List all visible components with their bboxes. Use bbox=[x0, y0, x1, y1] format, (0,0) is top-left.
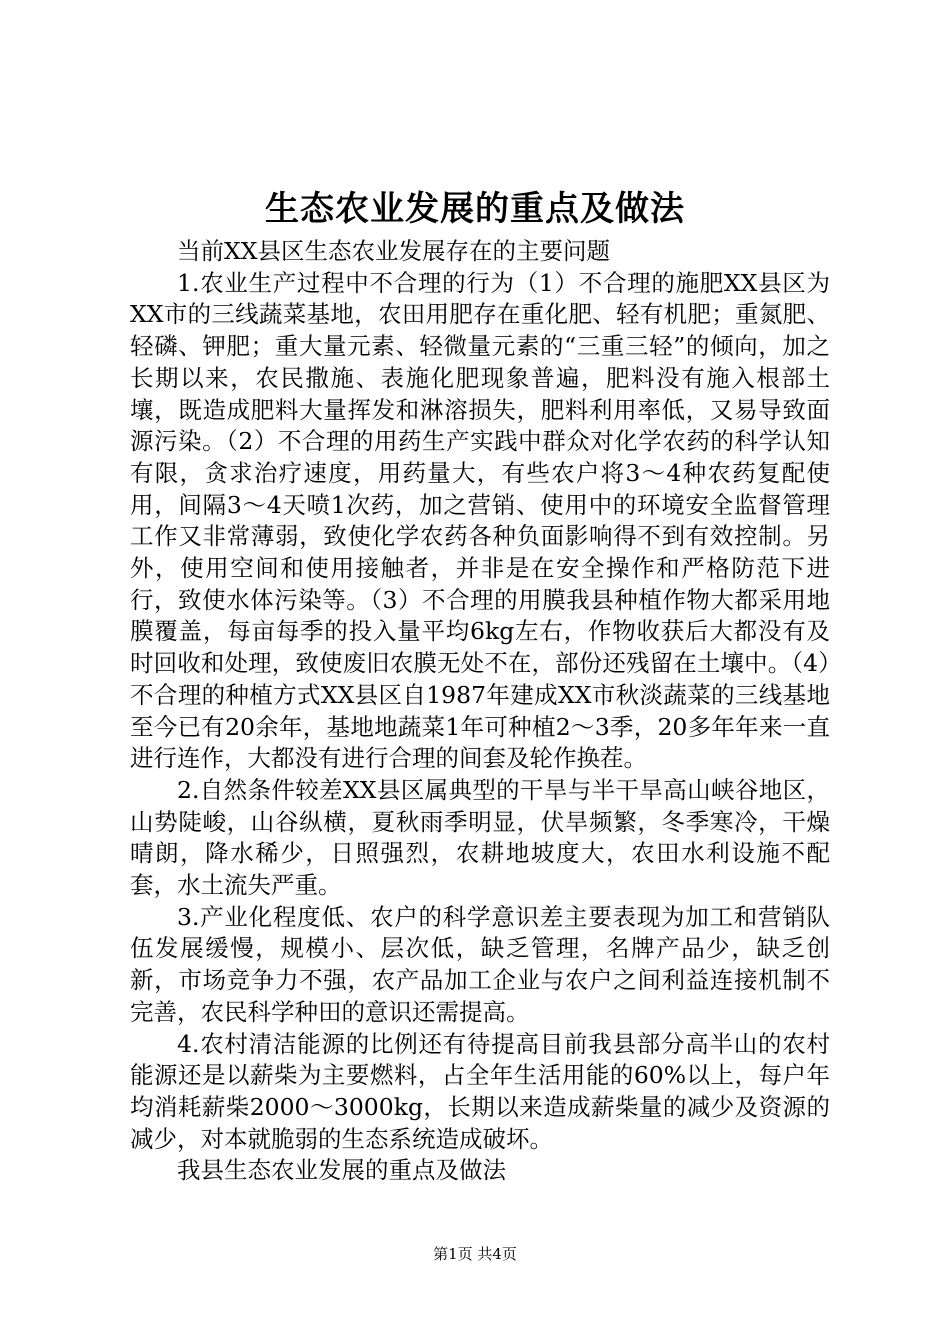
document-body bbox=[130, 236, 830, 1187]
paragraph-item-3: 3.产业化程度低、农户的科学意识差主要表现为加工和营销队伍发展缓慢，规模小、层次低，缺乏管理，名牌产品少，缺乏创新，市场竞争力不强，农产品加工企业与农户之间利益连接机制不完善，农民科学种田的意识还需提高。 bbox=[130, 902, 830, 1026]
paragraph-item-1: 1.农业生产过程中不合理的行为（1）不合理的施肥XX县区为XX市的三线蔬菜基地，农田用肥存在重化肥、轻有机肥；重氮肥、轻磷、钾肥；重大量元素、轻微量元素的“三重三轻”的倾向，加之长期以来，农民撒施、表施化肥现象普遍，肥料没有施入根部土壤，既造成肥料大量挥发和淋溶损失，肥料利用率低，又易导致面源污染。（2）不合理的用药生产实践中群众对化学农药的科学认知有限，贪求治疗速度，用药量大，有些农户将3～4种农药复配使用，间隔3～4天喷1次药，加之营销、使用中的环境安全监督管理工作又非常薄弱，致使化学农药各种负面影响得不到有效控制。另外，使用空间和使用接触者，并非是在安全操作和严格防范下进行，致使水体污染等。（3）不合理的用膜我县种植作物大都采用地膜覆盖，每亩每季的投入量平均6kg左右，作物收获后大都没有及时回收和处理，致使废旧农膜无处不在，部份还残留在土壤中。（4）不合理的种植方式XX县区自1987年建成XX市秋淡蔬菜的三线基地至今已有20余年，基地地蔬菜1年可种植2～3季，20多年年来一直进行连作，大都没有进行合理的间套及轮作换茬。 bbox=[130, 268, 830, 773]
page-number-footer: 第1页 共4页 bbox=[433, 1245, 517, 1263]
paragraph-item-4: 4.农村清洁能源的比例还有待提高目前我县部分高半山的农村能源还是以薪柴为主要燃料，占全年生活用能的60%以上，每户年均消耗薪柴2000～3000kg，长期以来造成薪柴量的减少及资源的减少，对本就脆弱的生态系统造成破坏。 bbox=[130, 1029, 830, 1153]
section-heading-problems: 当前XX县区生态农业发展存在的主要问题 bbox=[177, 237, 610, 265]
section-heading-measures: 我县生态农业发展的重点及做法 bbox=[177, 1156, 506, 1185]
document-title: 生态农业发展的重点及做法 bbox=[265, 189, 685, 229]
paragraph-item-2: 2.自然条件较差XX县区属典型的干旱与半干旱高山峡谷地区，山势陡峻，山谷纵横，夏秋雨季明显，伏旱频繁，冬季寒冷，干燥晴朗，降水稀少，日照强烈，农耕地坡度大，农田水利设施不配套，水土流失严重。 bbox=[130, 775, 830, 900]
